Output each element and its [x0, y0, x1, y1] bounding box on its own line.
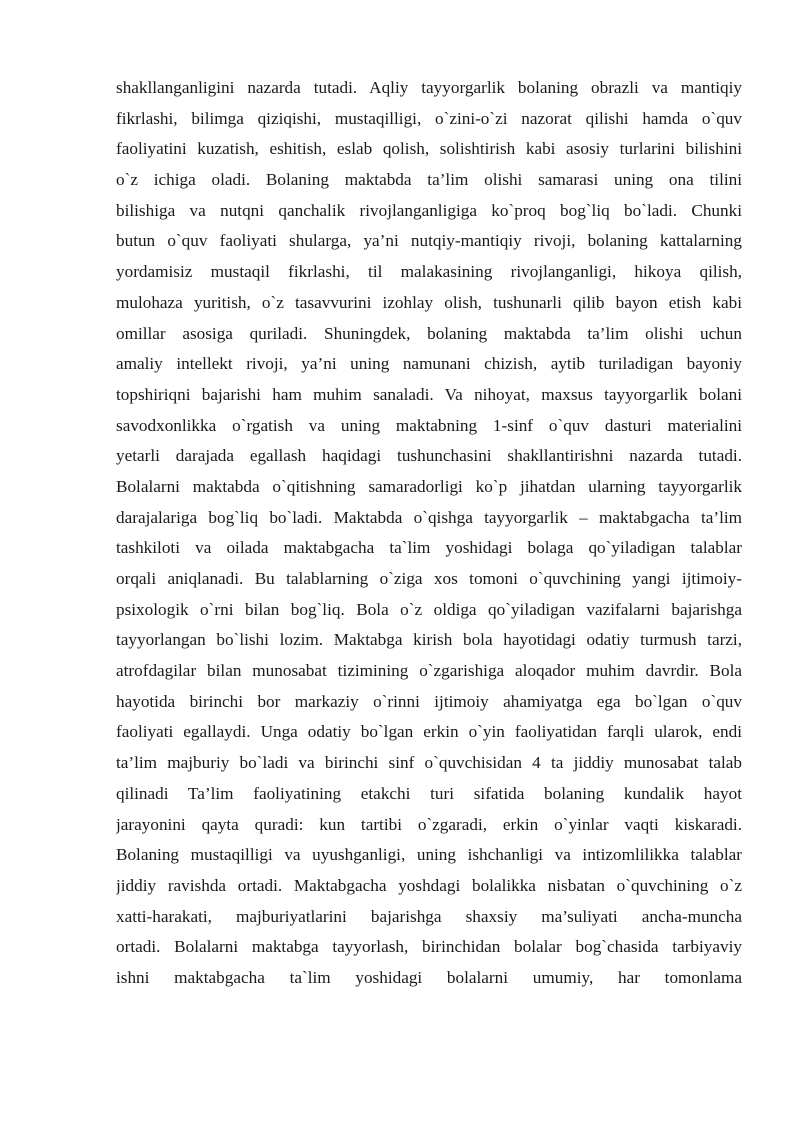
text-line: yordamisiz mustaqil fikrlashi, til malakasining rivojlanganligi, hikoya qilish,: [116, 262, 742, 282]
text-line: bilishiga va nutqni qanchalik rivojlanganligiga ko`proq bog`liq bo`ladi. Chunki: [116, 200, 742, 220]
text-line: ta’lim majburiy bo`ladi va birinchi sinf o`quvchisidan 4 ta jiddiy munosabat talab: [116, 753, 742, 773]
text-line: butun o`quv faoliyati shularga, ya’ni nutqiy-mantiqiy rivoji, bolaning kattalarning: [116, 231, 742, 251]
text-line: yetarli darajada egallash haqidagi tushunchasini shakllantirishni nazarda tutadi.: [116, 446, 742, 466]
text-line: qilinadi Ta’lim faoliyatining etakchi turi sifatida bolaning kundalik hayot: [116, 783, 742, 803]
text-line: orqali aniqlanadi. Bu talablarning o`ziga xos tomoni o`quvchining yangi ijtimoiy-: [116, 569, 742, 588]
text-line: omillar asosiga quriladi. Shuningdek, bolaning maktabda ta’lim olishi uchun: [116, 323, 742, 343]
text-line: mulohaza yuritish, o`z tasavvurini izohlay olish, tushunarli qilib bayon etish kabi: [116, 292, 742, 312]
text-line: hayotida birinchi bor markaziy o`rinni ijtimoiy ahamiyatga ega bo`lgan o`quv: [116, 691, 742, 711]
text-line: faoliyati egallaydi. Unga odatiy bo`lgan erkin o`yin faoliyatidan farqli ularok, endi: [116, 722, 742, 742]
text-line: ishni maktabgacha ta`lim yoshidagi bolalarni umumiy, har tomonlama: [116, 967, 742, 987]
text-line: savodxonlikka o`rgatish va uning maktabning 1-sinf o`quv dasturi materialini: [116, 415, 742, 435]
text-line: shakllanganligini nazarda tutadi. Aqliy tayyorgarlik bolaning obrazli va mantiqiy: [116, 78, 742, 97]
text-line: tayyorlangan bo`lishi lozim. Maktabga kirish bola hayotidagi odatiy turmush tarzi,: [116, 630, 742, 650]
text-line: Bolaning mustaqilligi va uyushganligi, uning ishchanligi va intizomlilikka talablar: [116, 845, 742, 865]
text-line: topshiriqni bajarishi ham muhim sanaladi. Va nihoyat, maxsus tayyorgarlik bolani: [116, 384, 742, 404]
text-line: xatti-harakati, majburiyatlarini bajarishga shaxsiy ma’suliyati ancha-muncha: [116, 906, 742, 926]
text-line: o`z ichiga oladi. Bolaning maktabda ta’lim olishi samarasi uning ona tilini: [116, 170, 742, 190]
text-line: jarayonini qayta quradi: kun tartibi o`zgaradi, erkin o`yinlar vaqti kiskaradi.: [116, 814, 742, 834]
text-line: faoliyatini kuzatish, eshitish, eslab qolish, solishtirish kabi asosiy turlarini bilishini: [116, 139, 742, 159]
text-line: amaliy intellekt rivoji, ya’ni uning namunani chizish, aytib turiladigan bayoniy: [116, 354, 742, 374]
text-line: psixologik o`rni bilan bog`liq. Bola o`z oldiga qo`yiladigan vazifalarni bajarishga: [116, 599, 742, 619]
text-line: darajalariga bog`liq bo`ladi. Maktabda o`qishga tayyorgarlik – maktabgacha ta’lim: [116, 507, 742, 527]
text-line: ortadi. Bolalarni maktabga tayyorlash, birinchidan bolalar bog`chasida tarbiyaviy: [116, 937, 742, 957]
text-line: jiddiy ravishda ortadi. Maktabgacha yoshdagi bolalikka nisbatan o`quvchining o`z: [116, 875, 742, 895]
text-line: fikrlashi, bilimga qiziqishi, mustaqilligi, o`zini-o`zi nazorat qilishi hamda o`quv: [116, 108, 742, 128]
text-line: tashkiloti va oilada maktabgacha ta`lim yoshidagi bolaga qo`yiladigan talablar: [116, 538, 742, 558]
body-paragraph: [116, 73, 742, 994]
text-line: atrofdagilar bilan munosabat tizimining o`zgarishiga aloqador muhim davrdir. Bola: [116, 661, 742, 681]
text-line: Bolalarni maktabda o`qitishning samaradorligi ko`p jihatdan ularning tayyorgarlik: [116, 476, 742, 496]
